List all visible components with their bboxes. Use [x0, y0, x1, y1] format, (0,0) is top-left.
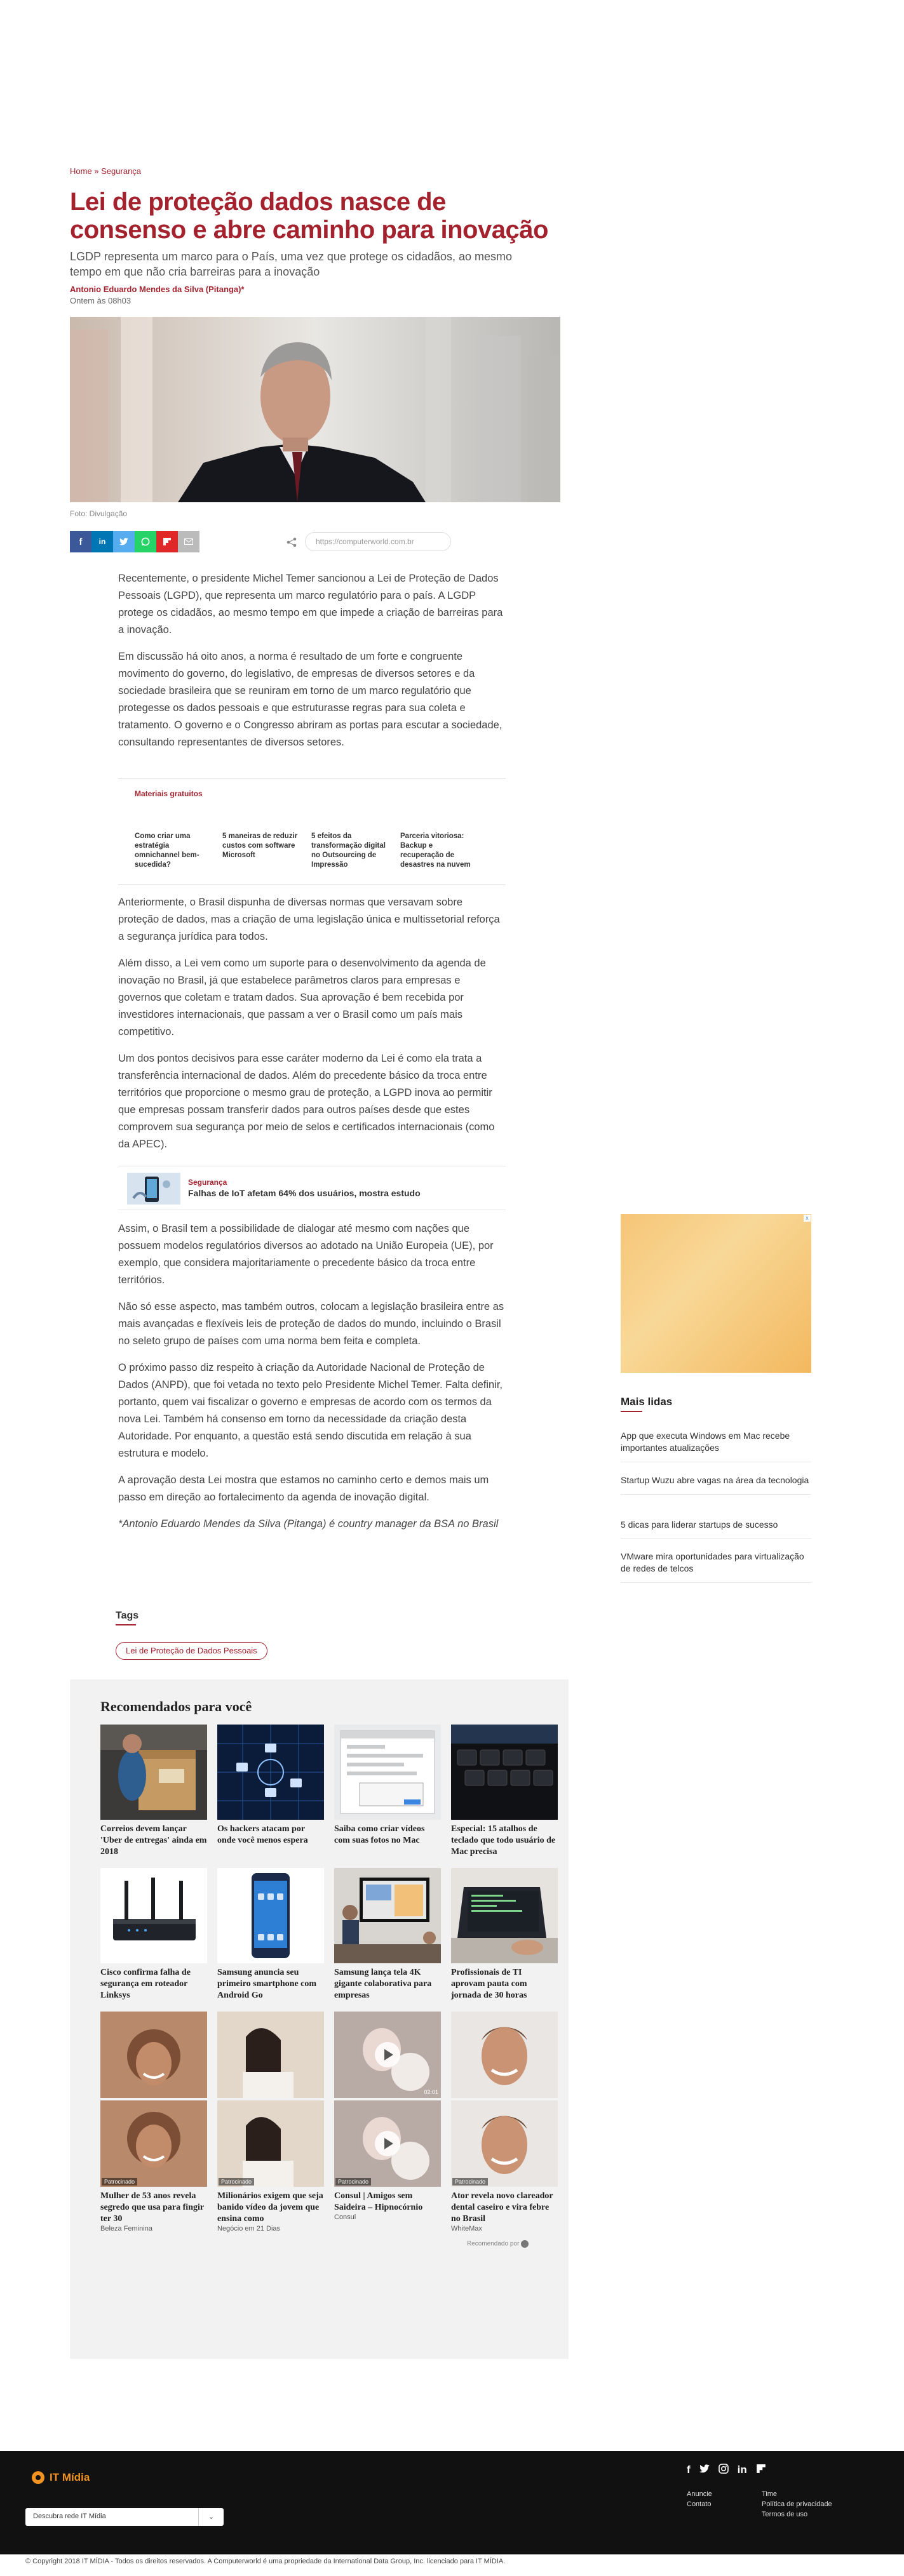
- recommendation-credit: [467, 2240, 529, 2248]
- recommended-card-image: [217, 1868, 324, 1963]
- play-icon[interactable]: [375, 2042, 400, 2067]
- article-paragraph: Em discussão há oito anos, a norma é resultado de um forte e congruente movimento do governo, do legislativo, de empresas de diversos setores e da sociedade brasileira que se reuniram em torno de um marco regulatório que protegesse os dados pessoais e que estruturasse regras para sua coleta e tratamento. O governo e o Congresso abriram as portas para escutar a sociedade, consultando representantes de diversos setores.: [118, 651, 503, 748]
- page-title: Lei de proteção dados nasce de consenso e abre caminho para inovação: [70, 188, 548, 244]
- recommended-card-title: Correios devem lançar 'Uber de entregas' ainda em 2018: [100, 1824, 207, 1857]
- recommended-card-title: Os hackers atacam por onde você menos espera: [217, 1824, 308, 1845]
- recommended-card-image: [334, 1725, 441, 1820]
- flipboard-icon: [163, 537, 172, 546]
- flipboard-share-button[interactable]: [156, 531, 178, 552]
- recommended-card-title: Samsung lança tela 4K gigante colaborativa para empresas: [334, 1968, 432, 2000]
- recommended-card[interactable]: [451, 1868, 558, 2001]
- footer-link-anuncie[interactable]: Anuncie: [687, 2490, 712, 2498]
- network-select-value: Descubra rede IT Mídia: [33, 2513, 106, 2520]
- sponsored-card[interactable]: [217, 2012, 324, 2232]
- recommended-card[interactable]: [217, 1868, 324, 2001]
- email-share-button[interactable]: [178, 531, 199, 552]
- recommended-card-image: [100, 1868, 207, 1963]
- author-note: *Antonio Eduardo Mendes da Silva (Pitanga) é country manager da BSA no Brasil: [118, 1518, 499, 1530]
- most-read-heading: Mais lidas: [621, 1396, 673, 1408]
- share-bar: [70, 531, 199, 552]
- advertisement-banner[interactable]: [621, 1214, 811, 1373]
- free-materials-label: Materiais gratuitos: [135, 789, 203, 798]
- linkedin-icon[interactable]: in: [737, 2464, 747, 2476]
- related-article-thumbnail: [127, 1173, 180, 1205]
- share-icon: [286, 537, 297, 548]
- recommended-card[interactable]: [100, 1868, 207, 2001]
- most-read-item[interactable]: 5 dicas para liderar startups de sucesso: [621, 1519, 811, 1539]
- recommended-card-title: Cisco confirma falha de segurança em roteador Linksys: [100, 1968, 191, 2000]
- chevron-down-icon: ⌄: [198, 2508, 224, 2526]
- share-url-field[interactable]: https://computerworld.com.br: [305, 532, 451, 551]
- sponsored-video-card[interactable]: [334, 2012, 441, 2221]
- whatsapp-icon: [141, 537, 150, 546]
- sponsored-card-image: [217, 2012, 324, 2187]
- article-body-part-3: [118, 1220, 506, 1533]
- breadcrumb-home-link[interactable]: Home: [70, 166, 92, 176]
- linkedin-share-button[interactable]: [91, 531, 113, 552]
- recommended-card-image: [100, 1725, 207, 1820]
- ad-close-icon[interactable]: x: [804, 1215, 811, 1222]
- sponsored-card-image: [100, 2012, 207, 2187]
- twitter-icon[interactable]: [699, 2464, 710, 2477]
- footer-link-contato[interactable]: Contato: [687, 2500, 712, 2508]
- article-paragraph: Assim, o Brasil tem a possibilidade de dialogar até mesmo com nações que possuem modelos regulatórios diversos ao adotado na União Europeia (UE), por exemplo, que considera majoritariamente o precedente básico da troca entre territórios.: [118, 1223, 494, 1286]
- article-body-part-1: [118, 570, 506, 751]
- recommended-card-image: [451, 1868, 558, 1963]
- recommended-card-title: Saiba como criar vídeos com suas fotos no Mac: [334, 1824, 425, 1845]
- article-paragraph: Recentemente, o presidente Michel Temer sancionou a Lei de Proteção de Dados Pessoais (LGPD), que representa um marco regulatório para o país. A LGDP protege os cidadãos, ao mesmo tempo em que impede a criação de barreiras para a inovação.: [118, 573, 503, 636]
- recommended-card[interactable]: [100, 1725, 207, 1858]
- recommended-card[interactable]: [451, 1725, 558, 1858]
- free-material-link[interactable]: 5 efeitos da transformação digital no Outsourcing de Impressão: [311, 832, 386, 869]
- free-material-link[interactable]: 5 maneiras de reduzir custos com software Microsoft: [222, 832, 298, 859]
- sponsored-card-source: Consul: [334, 2213, 356, 2221]
- article-subtitle: LGDP representa um marco para o País, uma vez que protege os cidadãos, ao mesmo tempo em que não cria barreiras para a inovação: [70, 250, 513, 278]
- footer-social-links: [687, 2464, 766, 2477]
- sponsored-card-title: Consul | Amigos sem Saideira – Hipnocórnio: [334, 2191, 423, 2212]
- linkedin-icon: in: [98, 537, 106, 546]
- sponsored-card-source: Beleza Feminina: [100, 2225, 152, 2232]
- breadcrumb-section-link[interactable]: Segurança: [101, 166, 142, 176]
- network-select[interactable]: [25, 2508, 224, 2526]
- article-paragraph: Além disso, a Lei vem como um suporte para o desenvolvimento da agenda de inovação no Brasil, já que estabelece parâmetros claros para empresas e governos que coletam e tratam dados. Sua aprovação é bem recebida por investidores internacionais, que passam a ver o Brasil como um país mais competitivo.: [118, 958, 486, 1038]
- tags-underline: [116, 1624, 136, 1625]
- recommended-card[interactable]: [334, 1868, 441, 2001]
- flipboard-icon[interactable]: [756, 2464, 766, 2477]
- author-link[interactable]: Antonio Eduardo Mendes da Silva (Pitanga)*: [70, 284, 245, 294]
- sponsored-badge: Patrocinado: [102, 2178, 137, 2186]
- article-paragraph: A aprovação desta Lei mostra que estamos no caminho certo e demos mais um passo em direção ao fortalecimento da agenda de inovação digital.: [118, 1474, 489, 1503]
- sponsored-card[interactable]: [100, 2012, 207, 2232]
- breadcrumb: [70, 166, 141, 176]
- recommended-heading: Recomendados para você: [100, 1698, 252, 1714]
- sponsored-card-image: [334, 2012, 441, 2187]
- video-duration: 02:01: [424, 2089, 438, 2095]
- article-paragraph: Anteriormente, o Brasil dispunha de diversas normas que versavam sobre proteção de dados, mas a criação de uma legislação única e multissetorial reforça a segurança jurídica para todos.: [118, 897, 500, 942]
- related-article-card[interactable]: [118, 1166, 506, 1210]
- sponsored-badge: Patrocinado: [219, 2178, 254, 2186]
- related-article-category: Segurança: [188, 1178, 227, 1187]
- instagram-icon[interactable]: [718, 2464, 729, 2477]
- recommended-card-title: Samsung anuncia seu primeiro smartphone com Android Go: [217, 1968, 317, 2000]
- breadcrumb-separator: »: [91, 166, 102, 176]
- sponsored-card-source: WhiteMax: [451, 2225, 482, 2232]
- outbrain-logo-icon: [521, 2240, 529, 2248]
- recommended-card-image: [451, 1725, 558, 1820]
- sponsored-card[interactable]: [451, 2012, 558, 2232]
- publish-date: Ontem às 08h03: [70, 296, 132, 305]
- hero-image: [70, 317, 560, 502]
- sponsored-card-image: [451, 2012, 558, 2187]
- sponsored-badge: Patrocinado: [335, 2178, 371, 2186]
- sponsored-card-title: Ator revela novo clareador dental caseiro e vira febre no Brasil: [451, 2191, 553, 2224]
- itmidia-logo[interactable]: [32, 2471, 90, 2484]
- itmidia-logo-text: IT Mídia: [50, 2471, 90, 2483]
- itmidia-logo-icon: [32, 2471, 44, 2484]
- sponsored-card-title: Milionários exigem que seja banido vídeo da jovem que ensina como: [217, 2191, 323, 2224]
- most-read-underline: [621, 1411, 642, 1412]
- tag-link[interactable]: Lei de Proteção de Dados Pessoais: [116, 1642, 267, 1660]
- most-read-item[interactable]: VMware mira oportunidades para virtualização de redes de telcos: [621, 1551, 811, 1583]
- most-read-item[interactable]: App que executa Windows em Mac recebe importantes atualizações: [621, 1430, 811, 1462]
- recommended-card[interactable]: [217, 1725, 324, 1846]
- article-paragraph: Um dos pontos decisivos para esse caráter moderno da Lei é como ela trata a transferência internacional de dados. Além do precedente básico da troca entre territórios que proporcione o mesmo grau de proteção, a LGPD inova ao permitir que empresas possam transferir dados para outros países desde que estes comprovem sua segurança por meio de selos e certificados internacionais (como da APEC).: [118, 1053, 495, 1150]
- most-read-item[interactable]: Startup Wuzu abre vagas na área da tecnologia: [621, 1474, 811, 1495]
- copyright-text: © Copyright 2018 IT MÍDIA - Todos os direitos reservados. A Computerworld é uma propriedade da International Data Group, Inc. licenciado para IT MÍDIA.: [25, 2558, 506, 2565]
- twitter-share-button[interactable]: [113, 531, 135, 552]
- recommended-card[interactable]: [334, 1725, 441, 1846]
- play-icon[interactable]: [375, 2131, 400, 2156]
- sponsored-card-title: Mulher de 53 anos revela segredo que usa para fingir ter 30: [100, 2191, 204, 2224]
- facebook-share-button[interactable]: [70, 531, 91, 552]
- facebook-icon[interactable]: f: [687, 2464, 691, 2476]
- free-materials-box: [118, 778, 506, 885]
- article-paragraph: O próximo passo diz respeito à criação da Autoridade Nacional de Proteção de Dados (ANPD), que foi vetada no texto pelo Presidente Michel Temer. Falta definir, portanto, quem vai fiscalizar o governo e empresas de acordo com os termos da nova Lei. Também há consenso em torno da necessidade da criação desta Autoridade. Por enquanto, a questão está sendo discutida em relação à sua estrutura e modelo.: [118, 1362, 503, 1459]
- email-icon: [184, 538, 193, 545]
- footer-link-terms[interactable]: Termos de uso: [762, 2511, 808, 2518]
- article-paragraph: Não só esse aspecto, mas também outros, colocam a legislação brasileira entre as mais avançadas e flexíveis leis de proteção de dados do mundo, incluindo o Brasil no seleto grupo de países com uma norma bem feita e completa.: [118, 1301, 504, 1347]
- photo-credit: Foto: Divulgação: [70, 509, 128, 518]
- sponsored-card-source: Negócio em 21 Dias: [217, 2225, 281, 2232]
- twitter-icon: [119, 538, 128, 545]
- article-body-part-2: [118, 894, 506, 1153]
- sponsored-badge: Patrocinado: [452, 2178, 488, 2186]
- free-material-link[interactable]: Como criar uma estratégia omnichannel bem-sucedida?: [135, 832, 199, 869]
- free-material-link[interactable]: Parceria vitoriosa: Backup e recuperação de desastres na nuvem: [400, 832, 471, 869]
- recommended-card-image: [217, 1725, 324, 1820]
- related-article-title: Falhas de IoT afetam 64% dos usuários, mostra estudo: [188, 1188, 421, 1198]
- tags-heading: Tags: [116, 1610, 139, 1621]
- recommended-card-image: [334, 1868, 441, 1963]
- recommended-card-title: Especial: 15 atalhos de teclado que todo usuário de Mac precisa: [451, 1824, 556, 1857]
- recommendation-credit-label: Recomendado por: [467, 2240, 520, 2248]
- facebook-icon: f: [79, 536, 83, 547]
- footer-link-privacy[interactable]: Política de privacidade: [762, 2500, 832, 2508]
- footer-link-time[interactable]: Time: [762, 2490, 778, 2498]
- whatsapp-share-button[interactable]: [135, 531, 156, 552]
- recommended-card-title: Profissionais de TI aprovam pauta com jornada de 30 horas: [451, 1968, 527, 2000]
